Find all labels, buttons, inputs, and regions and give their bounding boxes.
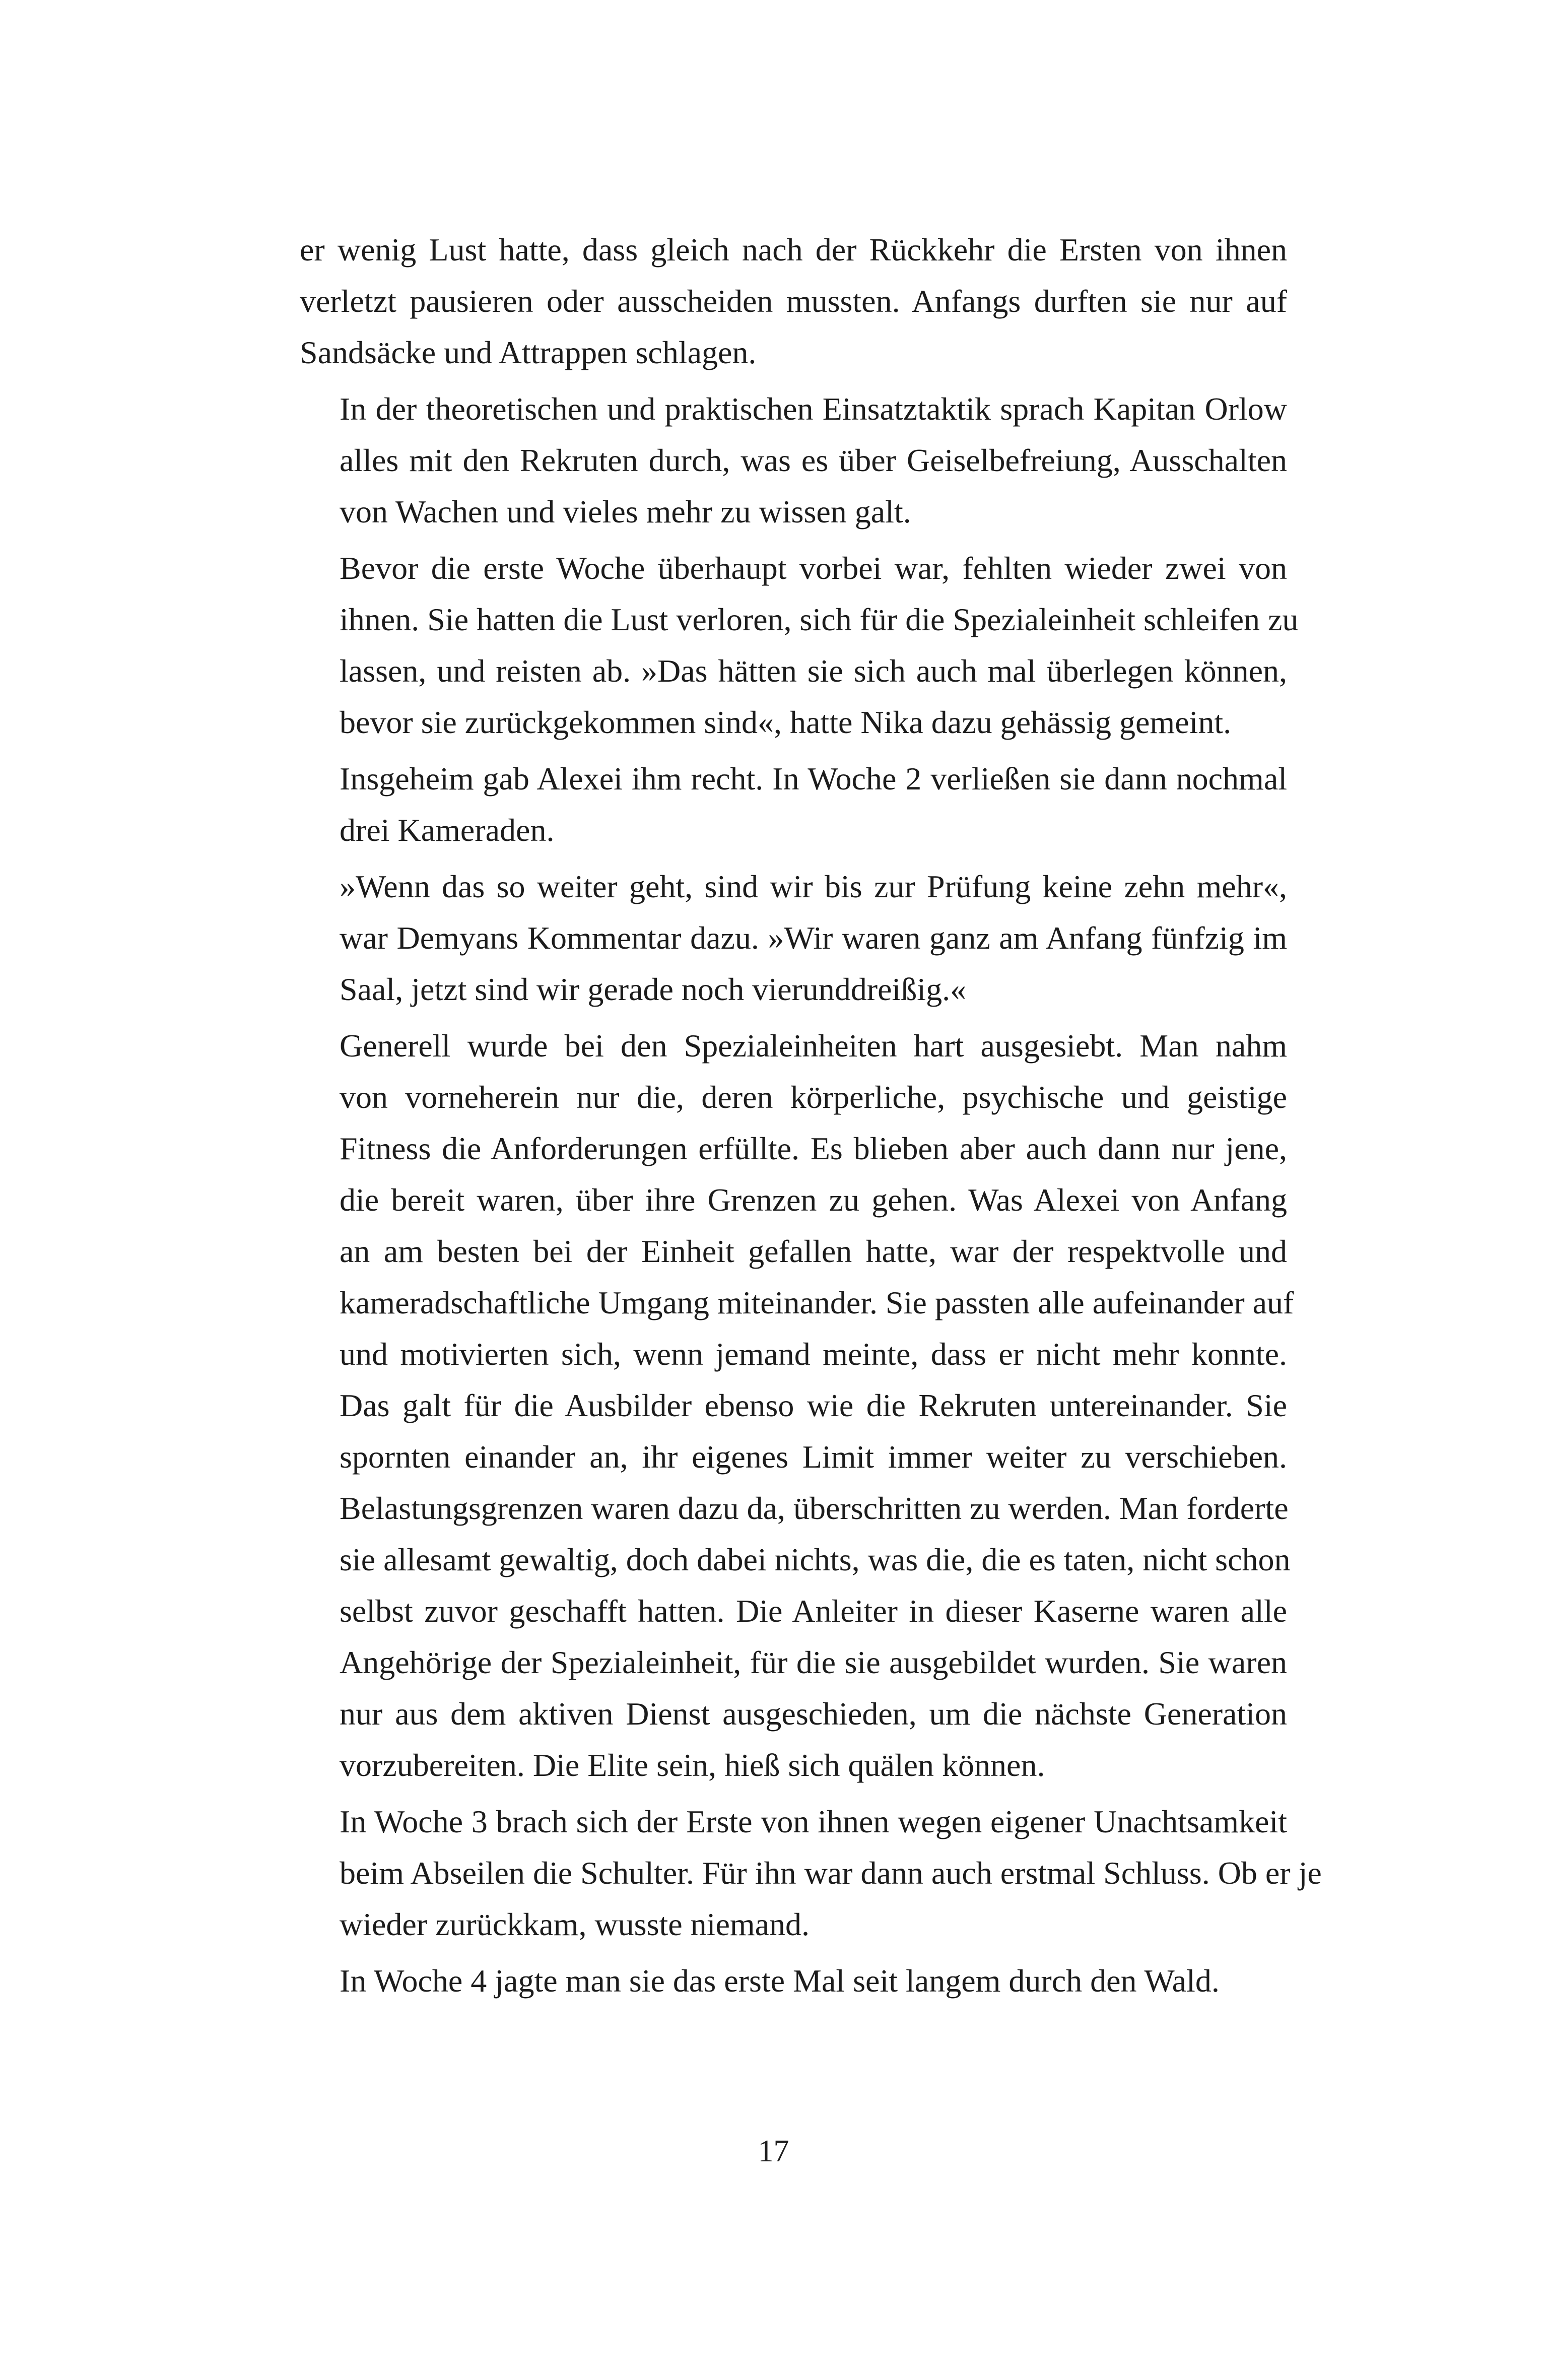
text-line: vorzubereiten. Die Elite sein, hieß sich quälen können.: [340, 1747, 1045, 1783]
text-line: In Woche 4 jagte man sie das erste Mal seit langem durch den Wald.: [340, 1963, 1220, 1999]
text-line: von Wachen und vieles mehr zu wissen galt.: [340, 494, 911, 530]
text-line: die bereit waren, über ihre Grenzen zu gehen. Was Alexei von Anfang: [340, 1182, 1287, 1218]
text-line: selbst zuvor geschafft hatten. Die Anleiter in dieser Kaserne waren alle: [340, 1593, 1287, 1629]
text-line: an am besten bei der Einheit gefallen hatte, war der respektvolle und: [340, 1233, 1287, 1269]
text-line: er wenig Lust hatte, dass gleich nach der Rückkehr die Ersten von ihnen: [300, 232, 1287, 268]
text-line: Sandsäcke und Attrappen schlagen.: [300, 335, 757, 370]
page-number: 17: [758, 2134, 789, 2168]
paragraph: [300, 753, 1287, 856]
text-line: alles mit den Rekruten durch, was es über Geiselbefreiung, Ausschalten: [340, 442, 1287, 478]
text-line: beim Abseilen die Schulter. Für ihn war dann auch erstmal Schluss. Ob er je: [340, 1855, 1322, 1891]
paragraph: [300, 1796, 1322, 1950]
paragraph: [300, 861, 1287, 1015]
text-line: bevor sie zurückgekommen sind«, hatte Nika dazu gehässig gemeint.: [340, 704, 1232, 740]
text-line: sie allesamt gewaltig, doch dabei nichts, was die, die es taten, nicht schon: [340, 1542, 1291, 1577]
text-line: von vorneherein nur die, deren körperliche, psychische und geistige: [340, 1079, 1287, 1115]
text-line: nur aus dem aktiven Dienst ausgeschieden, um die nächste Generation: [340, 1696, 1287, 1732]
text-line: Angehörige der Spezialeinheit, für die sie ausgebildet wurden. Sie waren: [340, 1644, 1287, 1680]
text-line: drei Kameraden.: [340, 812, 555, 848]
text-line: und motivierten sich, wenn jemand meinte, dass er nicht mehr konnte.: [340, 1336, 1287, 1372]
text-line: »Wenn das so weiter geht, sind wir bis zur Prüfung keine zehn mehr«,: [340, 869, 1287, 904]
text-line: Belastungsgrenzen waren dazu da, überschritten zu werden. Man forderte: [340, 1490, 1289, 1526]
paragraph: [300, 1955, 1287, 2007]
text-line: wieder zurückkam, wusste niemand.: [340, 1906, 810, 1942]
text-line: In Woche 3 brach sich der Erste von ihnen wegen eigener Unachtsamkeit: [340, 1804, 1287, 1839]
paragraph: [300, 383, 1287, 538]
text-line: ihnen. Sie hatten die Lust verloren, sich für die Spezialeinheit schleifen zu: [340, 602, 1299, 637]
body-text: [300, 224, 1322, 2012]
paragraph: [300, 224, 1287, 378]
paragraph: [300, 543, 1299, 748]
text-line: Das galt für die Ausbilder ebenso wie die Rekruten untereinander. Sie: [340, 1387, 1287, 1423]
text-line: In der theoretischen und praktischen Einsatztaktik sprach Kapitan Orlow: [340, 391, 1287, 427]
text-line: war Demyans Kommentar dazu. »Wir waren ganz am Anfang fünfzig im: [340, 920, 1287, 956]
text-line: spornten einander an, ihr eigenes Limit immer weiter zu verschieben.: [340, 1439, 1287, 1475]
text-line: Insgeheim gab Alexei ihm recht. In Woche 2 verließen sie dann nochmal: [340, 761, 1287, 797]
text-line: kameradschaftliche Umgang miteinander. Sie passten alle aufeinander auf: [340, 1285, 1294, 1320]
text-line: Bevor die erste Woche überhaupt vorbei war, fehlten wieder zwei von: [340, 550, 1287, 586]
text-line: Generell wurde bei den Spezialeinheiten hart ausgesiebt. Man nahm: [340, 1028, 1287, 1064]
text-line: Saal, jetzt sind wir gerade noch vierunddreißig.«: [340, 971, 967, 1007]
text-line: Fitness die Anforderungen erfüllte. Es blieben aber auch dann nur jene,: [340, 1131, 1287, 1166]
text-line: lassen, und reisten ab. »Das hätten sie sich auch mal überlegen können,: [340, 653, 1287, 689]
paragraph: [300, 1020, 1294, 1791]
text-line: verletzt pausieren oder ausscheiden mussten. Anfangs durften sie nur auf: [300, 283, 1287, 319]
